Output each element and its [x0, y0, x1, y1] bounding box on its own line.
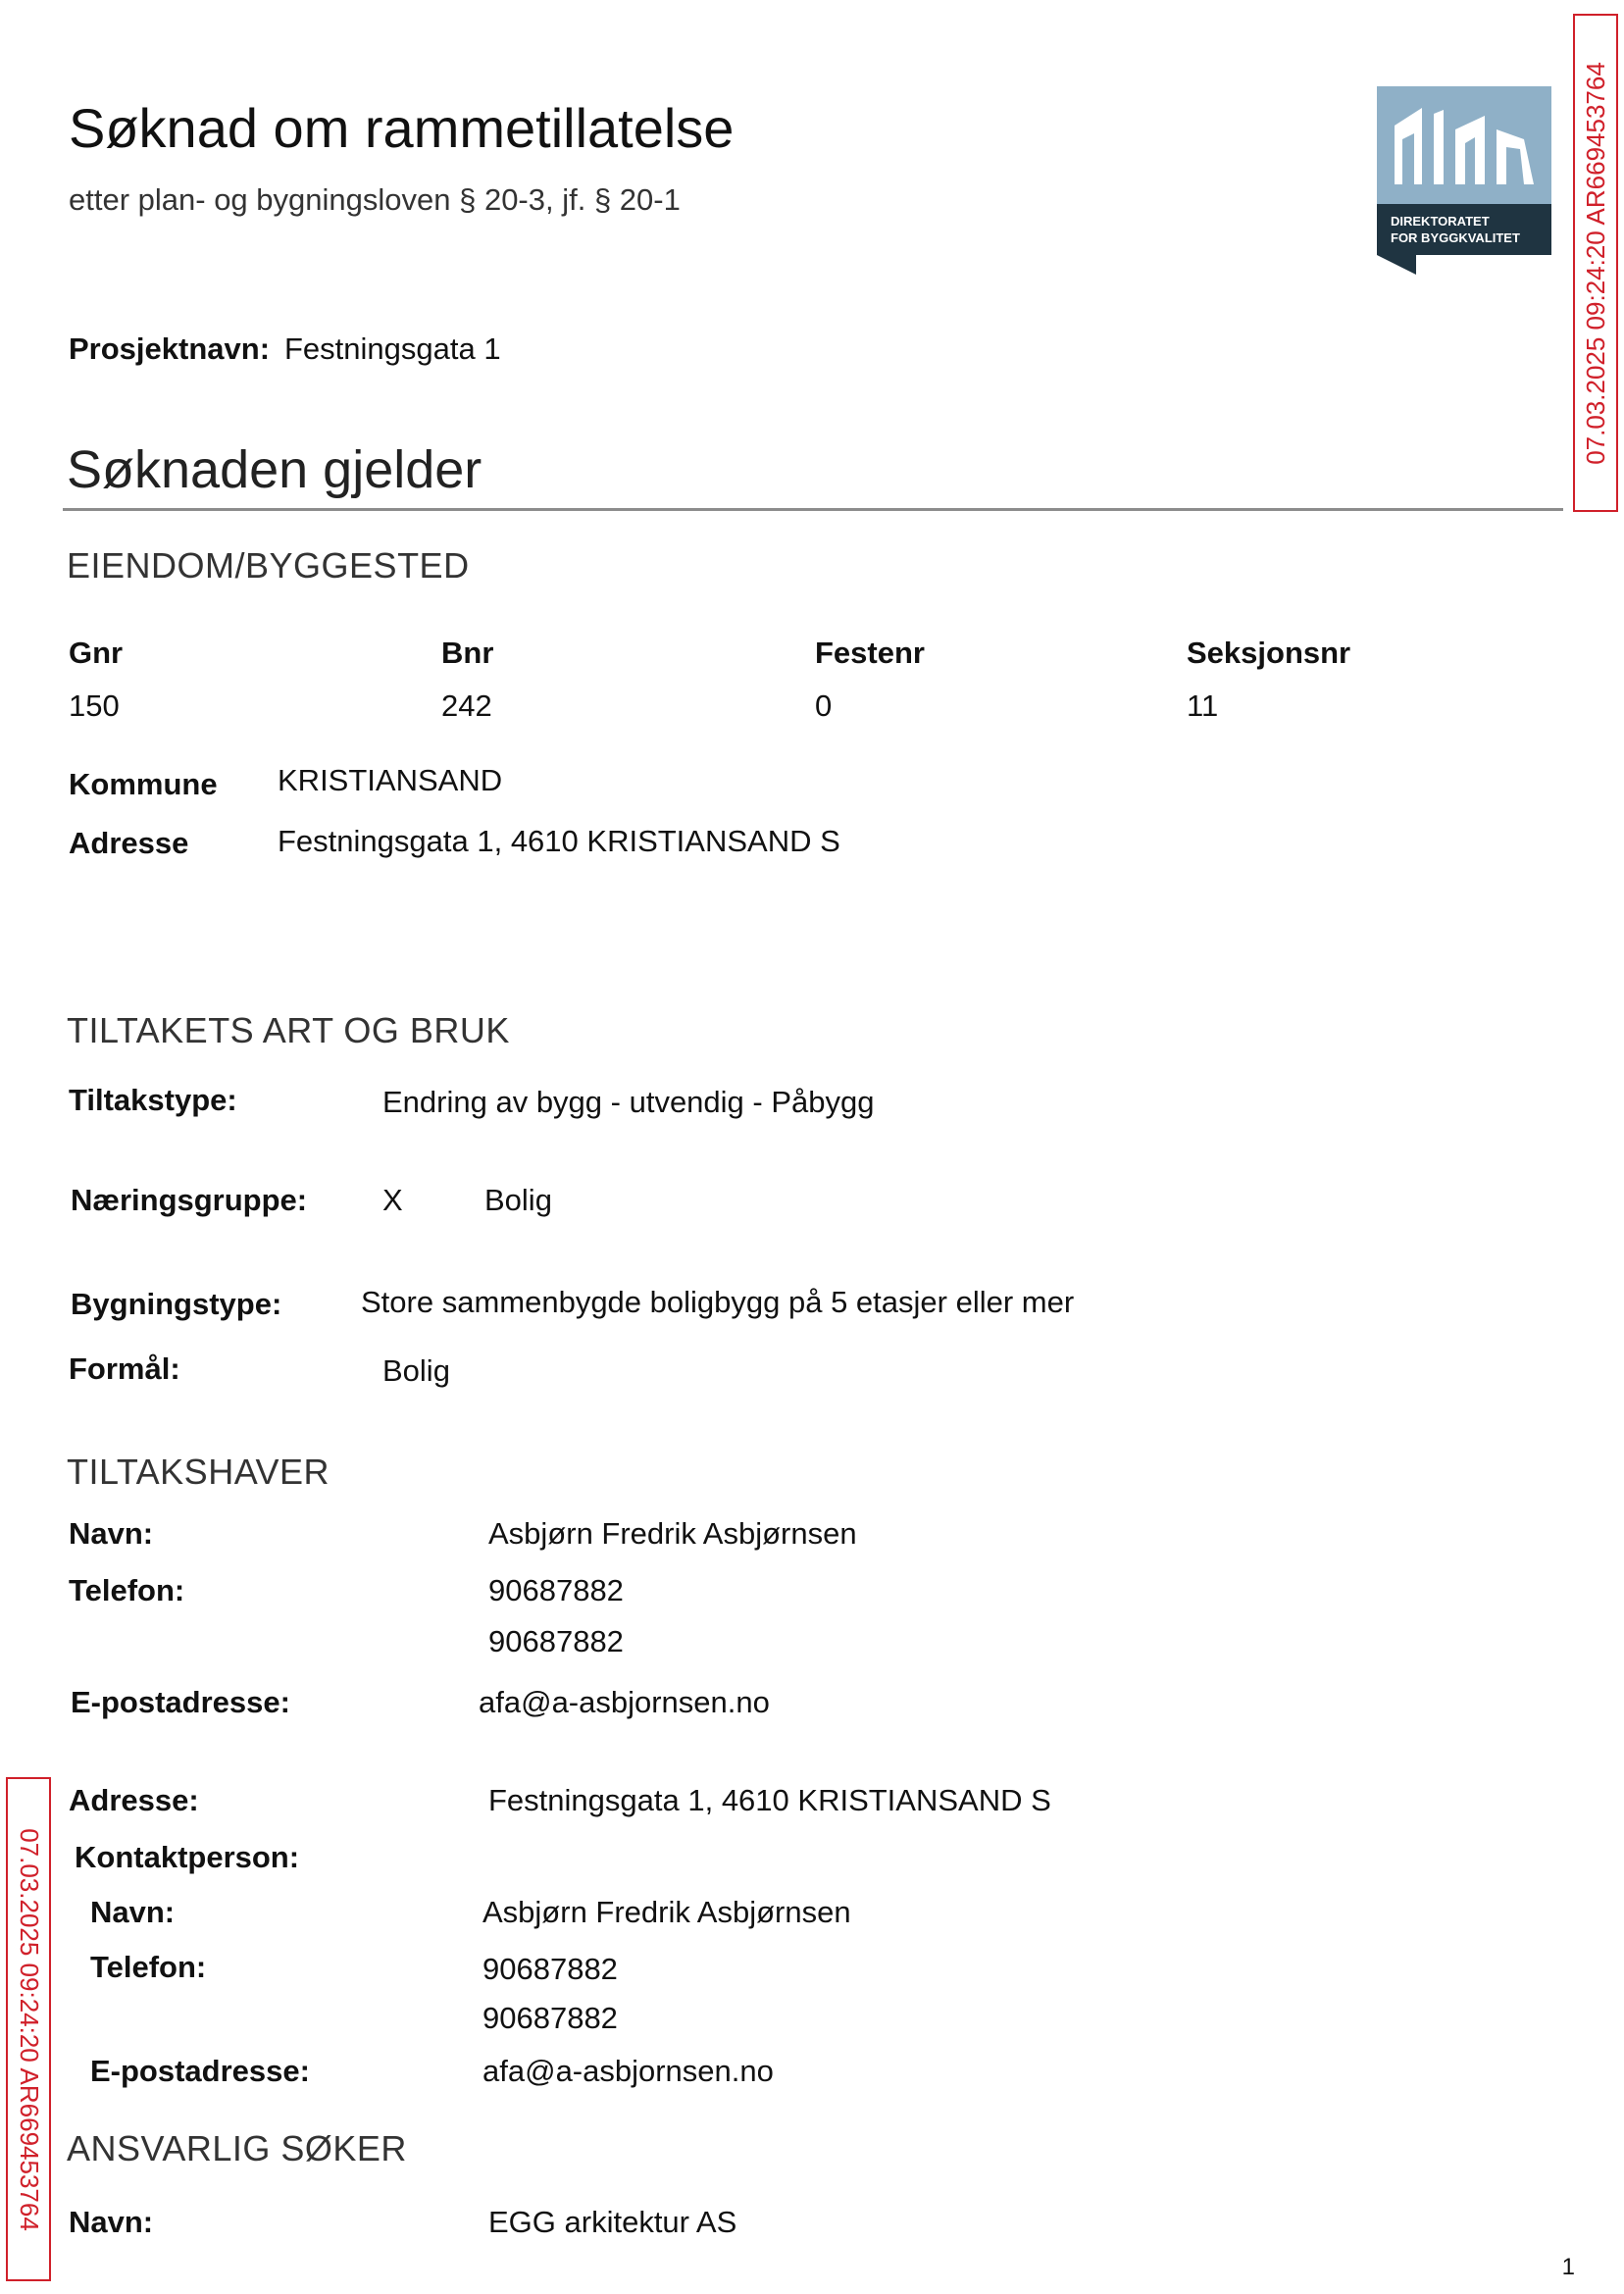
kontakt-telefon-2: 90687882 [482, 2001, 618, 2035]
kommune-label: Kommune [69, 767, 218, 801]
logo-text-line2: FOR BYGGKVALITET [1391, 230, 1520, 245]
naeringsgruppe-value: Bolig [484, 1183, 552, 1217]
kontakt-epost-value: afa@a-asbjornsen.no [482, 2054, 774, 2088]
festenr-value: 0 [815, 688, 833, 723]
ansvarlig-soker-heading: ANSVARLIG SØKER [67, 2128, 407, 2168]
tiltakshaver-telefon-label: Telefon: [69, 1573, 185, 1607]
bnr-value: 242 [441, 688, 492, 723]
archive-stamp-left [6, 1777, 51, 2281]
section-title-gjelder: Søknaden gjelder [67, 440, 482, 499]
bygningstype-label: Bygningstype: [71, 1287, 282, 1321]
kommune-value: KRISTIANSAND [278, 763, 503, 797]
kontakt-telefon-1: 90687882 [482, 1952, 618, 1986]
tiltakstype-label: Tiltakstype: [69, 1083, 237, 1117]
kontakt-epost-label: E-postadresse: [90, 2054, 310, 2088]
archive-stamp-top [1573, 14, 1618, 512]
tiltakshaver-telefon-1: 90687882 [488, 1573, 624, 1607]
tiltakshaver-navn-label: Navn: [69, 1516, 154, 1551]
seksjonsnr-label: Seksjonsnr [1187, 636, 1351, 670]
tiltakshaver-adresse-label: Adresse: [69, 1783, 199, 1817]
adresse-value: Festningsgata 1, 4610 KRISTIANSAND S [278, 824, 840, 858]
seksjonsnr-value: 11 [1187, 688, 1219, 723]
ansvarlig-navn-value: EGG arkitektur AS [488, 2205, 737, 2239]
gnr-label: Gnr [69, 636, 124, 670]
document-title: Søknad om rammetillatelse [69, 97, 735, 159]
page-number: 1 [1561, 2254, 1575, 2280]
tiltakshaver-adresse-value: Festningsgata 1, 4610 KRISTIANSAND S [488, 1783, 1051, 1817]
kontakt-navn-value: Asbjørn Fredrik Asbjørnsen [482, 1895, 851, 1929]
bygningstype-value: Store sammenbygde boligbygg på 5 etasjer eller mer [361, 1285, 1075, 1319]
archive-stamp-text: 07.03.2025 09:24:20 AR669453764 [14, 1827, 44, 2231]
bnr-label: Bnr [441, 636, 494, 670]
tiltakshaver-telefon-2: 90687882 [488, 1624, 624, 1658]
festenr-label: Festenr [815, 636, 925, 670]
kontaktperson-label: Kontaktperson: [75, 1840, 300, 1874]
formal-label: Formål: [69, 1351, 180, 1386]
adresse-label: Adresse [69, 826, 189, 860]
project-name-label: Prosjektnavn: [69, 331, 271, 366]
logo-text-line1: DIREKTORATET [1391, 214, 1490, 229]
formal-value: Bolig [382, 1353, 450, 1388]
logo-bottom-panel [1377, 204, 1551, 255]
ansvarlig-navn-label: Navn: [69, 2205, 154, 2239]
section-divider [63, 508, 1563, 511]
archive-stamp-text: 07.03.2025 09:24:20 AR669453764 [1580, 61, 1610, 465]
tiltakshaver-epost-label: E-postadresse: [71, 1685, 290, 1719]
tiltakshaver-epost-value: afa@a-asbjornsen.no [479, 1685, 770, 1719]
naeringsgruppe-code: X [382, 1183, 403, 1217]
tiltakshaver-navn-value: Asbjørn Fredrik Asbjørnsen [488, 1516, 857, 1551]
kontakt-navn-label: Navn: [90, 1895, 176, 1929]
tiltakstype-value: Endring av bygg - utvendig - Påbygg [382, 1085, 875, 1119]
project-name-value: Festningsgata 1 [284, 331, 501, 366]
eiendom-heading: EIENDOM/BYGGESTED [67, 545, 470, 586]
logo-tab [1377, 255, 1416, 275]
document-subtitle: etter plan- og bygningsloven § 20-3, jf. § 20-1 [69, 182, 681, 217]
dibk-logo [1377, 86, 1551, 275]
naeringsgruppe-label: Næringsgruppe: [71, 1183, 308, 1217]
kontakt-telefon-label: Telefon: [90, 1950, 207, 1984]
tiltakshaver-heading: TILTAKSHAVER [67, 1452, 330, 1492]
tiltak-heading: TILTAKETS ART OG BRUK [67, 1010, 510, 1050]
gnr-value: 150 [69, 688, 120, 723]
